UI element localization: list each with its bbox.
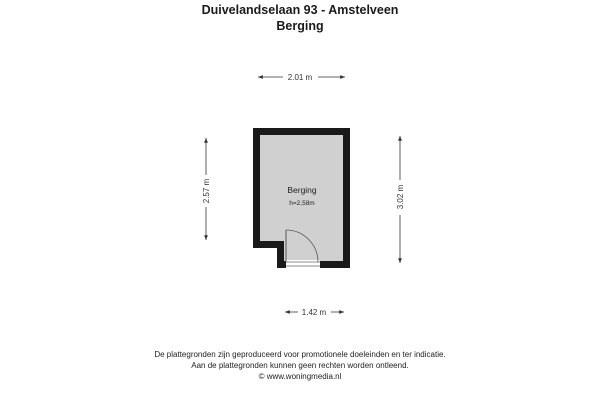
room-height: h=2,58m [289, 200, 315, 207]
dimension-right [396, 136, 405, 263]
dimension-top-label: 2.01 m [287, 73, 313, 82]
floor-title: Berging [276, 19, 324, 33]
disclaimer-line-1: De plattegronden zijn geproduceerd voor promotionele doeleinden en ter indicatie. [154, 350, 446, 359]
dimension-top [258, 73, 345, 82]
door-opening [286, 260, 320, 270]
copyright: © www.woningmedia.nl [258, 372, 342, 381]
room-berging [253, 128, 350, 270]
address-title: Duivelandselaan 93 - Amstelveen [201, 3, 399, 17]
dimension-bottom [285, 308, 344, 317]
dimension-right-label: 3.02 m [396, 184, 405, 210]
dimension-bottom-label: 1.42 m [301, 308, 327, 317]
room-name: Berging [287, 185, 317, 195]
disclaimer-line-2: Aan de plattegronden kunnen geen rechten worden ontleend. [191, 361, 409, 370]
dimension-left [202, 138, 211, 240]
dimension-left-label: 2.57 m [202, 178, 211, 204]
